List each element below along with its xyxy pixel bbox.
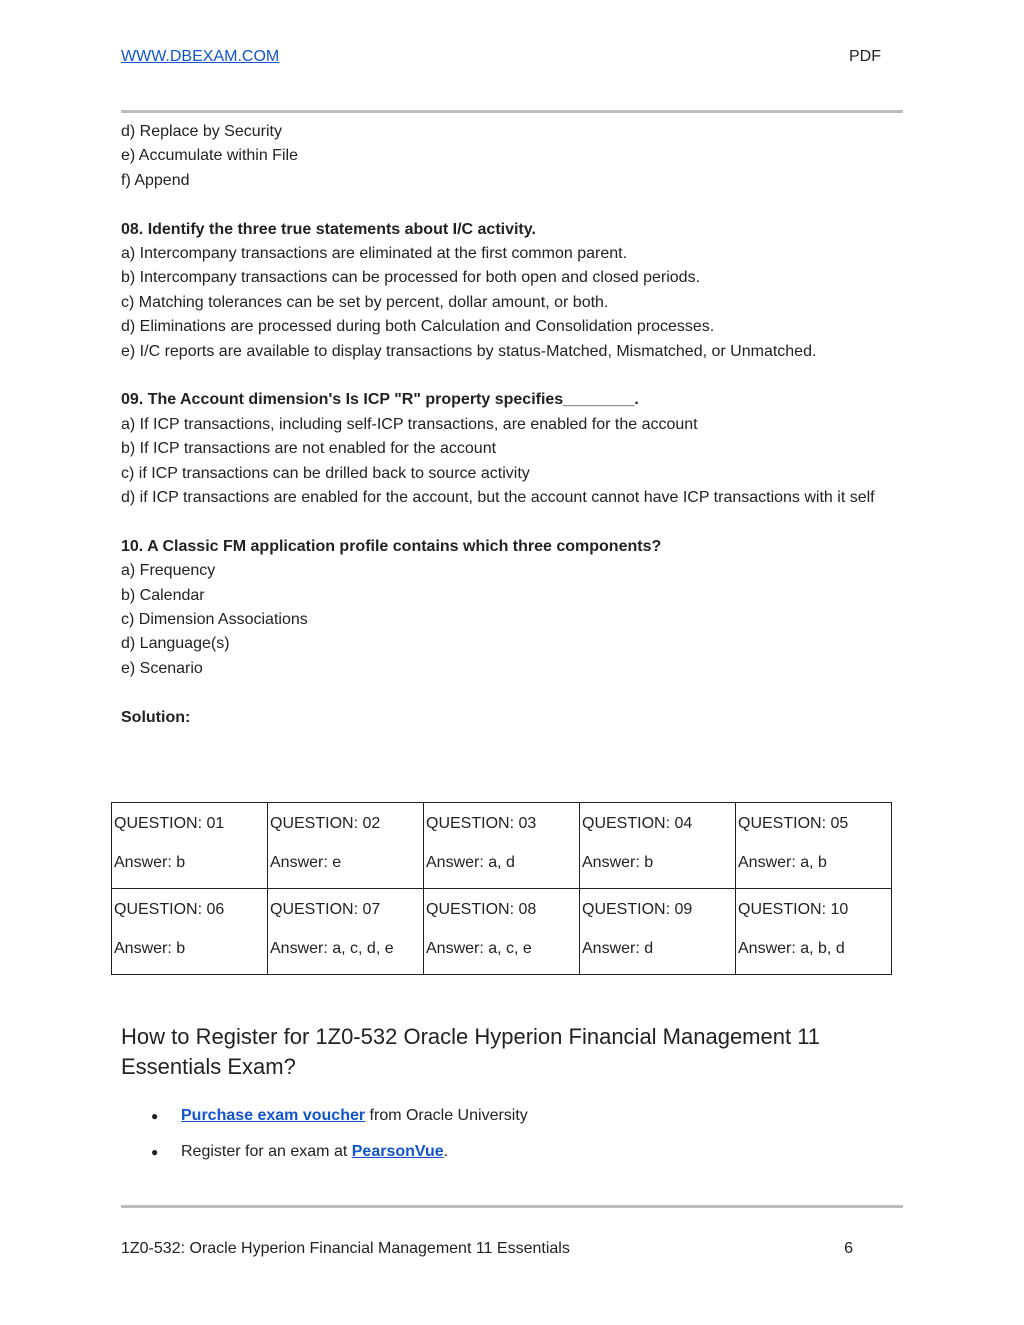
bullet-icon: ● [151, 1145, 159, 1159]
solution-cell [580, 803, 736, 889]
footer-divider [121, 1205, 903, 1208]
answer-text: Answer: a, b, d [738, 940, 845, 957]
option-line: c) Matching tolerances can be set by percent, dollar amount, or both. [121, 293, 609, 311]
solution-cell [112, 889, 268, 975]
table-row [112, 803, 892, 889]
option-line: a) Intercompany transactions are eliminated at the first common parent. [121, 245, 628, 263]
question-10-title: 10. A Classic FM application profile contains which three components? [121, 537, 662, 555]
question-number: QUESTION: 08 [426, 901, 537, 918]
list-item [121, 1138, 881, 1174]
option-line: b) Calendar [121, 586, 205, 604]
header-divider [121, 110, 903, 113]
option-line: a) If ICP transactions, including self-ICP transactions, are enabled for the account [121, 415, 698, 433]
list-item [121, 1102, 881, 1138]
answer-text: Answer: a, c, e [426, 940, 532, 957]
register-heading: How to Register for 1Z0-532 Oracle Hyperion Financial Management 11 Essentials Exam? [121, 1024, 821, 1079]
question-08-title: 08. Identify the three true statements about I/C activity. [121, 220, 536, 238]
pdf-label: PDF [849, 48, 881, 65]
question-number: QUESTION: 03 [426, 815, 537, 832]
solution-cell [268, 803, 424, 889]
bullet-text: . [443, 1143, 449, 1160]
solution-cell [580, 889, 736, 975]
solution-cell [424, 889, 580, 975]
option-line: f) Append [121, 171, 190, 189]
page-number: 6 [844, 1240, 853, 1257]
solution-label: Solution: [121, 708, 191, 726]
register-steps [121, 1102, 881, 1174]
page-header [121, 48, 881, 72]
option-line: d) Language(s) [121, 635, 230, 653]
solution-table [111, 802, 892, 975]
solution-cell [736, 803, 892, 889]
question-number: QUESTION: 02 [270, 815, 381, 832]
purchase-voucher-link[interactable]: Purchase exam voucher [181, 1107, 366, 1124]
option-line: a) Frequency [121, 562, 216, 580]
solution-cell [112, 803, 268, 889]
option-line: c) if ICP transactions can be drilled back to source activity [121, 464, 530, 482]
bullet-text: from Oracle University [365, 1107, 528, 1124]
page-footer [121, 1240, 853, 1264]
option-line: e) I/C reports are available to display transactions by status-Matched, Mismatched, or Unmatched. [121, 342, 817, 360]
answer-text: Answer: b [114, 940, 186, 957]
solution-cell [268, 889, 424, 975]
answer-text: Answer: a, c, d, e [270, 940, 394, 957]
footer-title: 1Z0-532: Oracle Hyperion Financial Management 11 Essentials [121, 1240, 570, 1257]
table-row [112, 889, 892, 975]
option-line: b) If ICP transactions are not enabled for the account [121, 440, 497, 458]
option-line: d) Eliminations are processed during both Calculation and Consolidation processes. [121, 318, 715, 336]
answer-text: Answer: d [582, 940, 654, 957]
answer-text: Answer: a, b [738, 854, 827, 871]
answer-text: Answer: b [582, 854, 654, 871]
answer-text: Answer: b [114, 854, 186, 871]
question-number: QUESTION: 01 [114, 815, 225, 832]
question-number: QUESTION: 05 [738, 815, 849, 832]
question-number: QUESTION: 06 [114, 901, 225, 918]
solution-cell [736, 889, 892, 975]
option-line: e) Accumulate within File [121, 147, 298, 165]
question-number: QUESTION: 09 [582, 901, 693, 918]
option-line: d) Replace by Security [121, 123, 282, 140]
pearsonvue-link[interactable]: PearsonVue [351, 1143, 444, 1160]
option-line: e) Scenario [121, 659, 203, 677]
bullet-icon: ● [151, 1109, 159, 1123]
questions-content [121, 120, 911, 730]
option-line: d) if ICP transactions are enabled for the account, but the account cannot have ICP transactions with it self [121, 489, 875, 507]
question-number: QUESTION: 10 [738, 901, 849, 918]
question-number: QUESTION: 04 [582, 815, 693, 832]
option-line: c) Dimension Associations [121, 611, 308, 629]
bullet-text: Register for an exam at [181, 1143, 352, 1160]
question-09-title: 09. The Account dimension's Is ICP "R" property specifies________. [121, 391, 639, 409]
solution-cell [424, 803, 580, 889]
site-link[interactable]: WWW.DBEXAM.COM [121, 48, 280, 65]
option-line: b) Intercompany transactions can be processed for both open and closed periods. [121, 269, 701, 287]
answer-text: Answer: e [270, 854, 342, 871]
answer-text: Answer: a, d [426, 854, 515, 871]
question-number: QUESTION: 07 [270, 901, 381, 918]
